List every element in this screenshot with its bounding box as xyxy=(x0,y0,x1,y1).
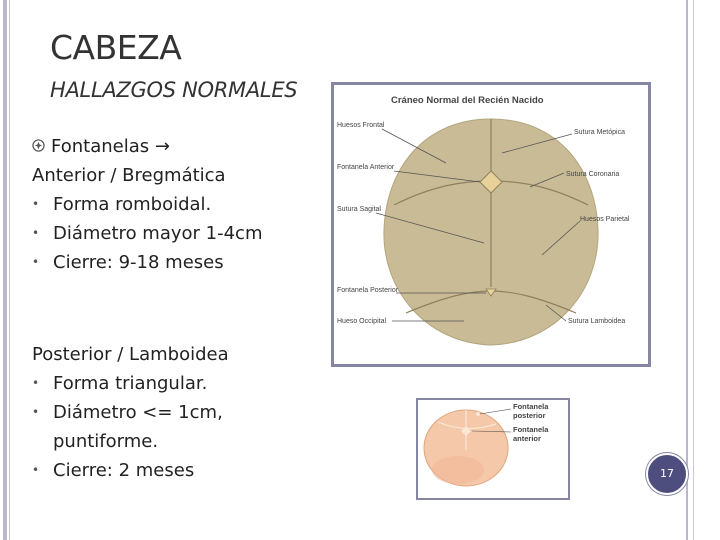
posterior-item: • Cierre: 2 meses xyxy=(32,456,229,485)
arrow-icon: → xyxy=(154,136,170,157)
fontanelas-heading-label: Fontanelas xyxy=(51,136,150,157)
skull-label: Fontanela Anterior xyxy=(337,164,395,171)
anterior-item: • Cierre: 9-18 meses xyxy=(32,248,262,277)
skull-label: Huesos Frontal xyxy=(337,122,385,129)
infant-label-posterior xyxy=(513,402,551,420)
skull-label: Sutura Metópica xyxy=(574,129,625,136)
skull-label: Sutura Coronaria xyxy=(566,171,620,178)
infant-label-anterior xyxy=(513,425,551,443)
fontanelas-text xyxy=(32,132,262,277)
page-number-badge: 17 xyxy=(646,453,688,495)
anterior-item: • Forma romboidal. xyxy=(32,190,262,219)
skull-diagram xyxy=(331,82,651,367)
label-word: Fontanela xyxy=(513,402,549,411)
anterior-item: • Diámetro mayor 1-4cm xyxy=(32,219,262,248)
posterior-item-continued: puntiforme. xyxy=(53,431,159,452)
label-word: anterior xyxy=(513,434,541,443)
diamond-bullet-icon xyxy=(32,139,45,152)
left-border-bar xyxy=(3,0,7,540)
posterior-label: Posterior / Lamboidea xyxy=(32,344,229,365)
skull-label: Huesos Parietal xyxy=(580,216,630,223)
infant-head-illustration xyxy=(418,400,568,498)
label-line xyxy=(480,409,511,414)
right-border-bar xyxy=(686,0,688,540)
posterior-item: • Forma triangular. xyxy=(32,369,229,398)
infant-face-shape xyxy=(432,456,484,484)
posterior-text xyxy=(32,340,229,485)
infant-head-diagram xyxy=(416,398,570,500)
skull-figure-title: Cráneo Normal del Recién Nacido xyxy=(391,95,544,106)
anterior-label: Anterior / Bregmática xyxy=(32,165,226,186)
left-border-line xyxy=(9,0,10,540)
skull-label: Fontanela Posterior xyxy=(337,287,399,294)
posterior-item: • Diámetro <= 1cm, xyxy=(32,398,229,427)
label-word: Fontanela xyxy=(513,425,549,434)
posterior-fontanelle-shape xyxy=(476,412,480,416)
skull-label: Sutura Lamboidea xyxy=(568,318,626,325)
slide-subtitle: HALLAZGOS NORMALES xyxy=(50,78,298,102)
skull-illustration xyxy=(334,85,648,364)
skull-label: Hueso Occipital xyxy=(337,318,387,325)
skull-label: Sutura Sagital xyxy=(337,206,381,213)
label-word: posterior xyxy=(513,411,546,420)
slide-title: CABEZA xyxy=(50,28,182,67)
fontanelas-heading xyxy=(32,132,262,161)
right-border-line xyxy=(693,0,694,540)
